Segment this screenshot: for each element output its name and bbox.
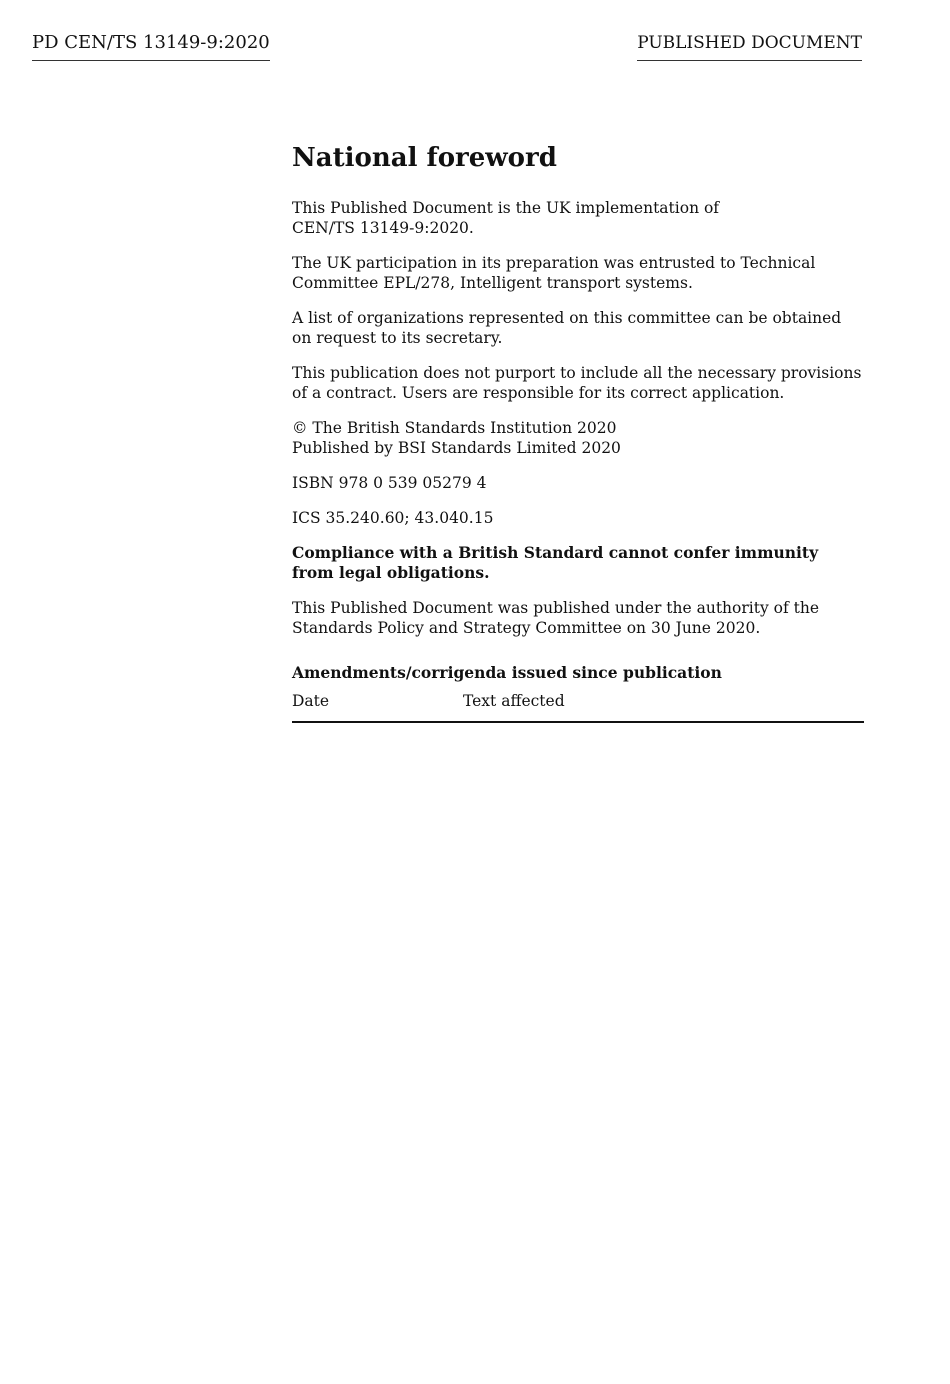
paragraph-participation: The UK participation in its preparation was entrusted to Technical Committee EPL/278, Intelligent transport systems. [292, 254, 816, 292]
amendments-table-header [292, 691, 864, 723]
column-header-date: Date [292, 692, 330, 710]
copyright-line: © The British Standards Institution 2020 [292, 419, 617, 437]
paragraph-implementation: This Published Document is the UK implementation of CEN/TS 13149-9:2020. [292, 199, 720, 237]
header-document-id: PD CEN/TS 13149-9:2020 [32, 30, 270, 61]
header-document-type: PUBLISHED DOCUMENT [637, 30, 862, 61]
amendments-title: Amendments/corrigenda issued since publication [292, 663, 722, 682]
column-header-text-affected: Text affected [463, 692, 565, 710]
ics-codes: ICS 35.240.60; 43.040.15 [292, 509, 494, 527]
isbn: ISBN 978 0 539 05279 4 [292, 474, 487, 492]
national-foreword-section [292, 140, 864, 723]
page-title: National foreword [292, 143, 557, 173]
paragraph-committee-list: A list of organizations represented on this committee can be obtained on request to its secretary. [292, 309, 842, 347]
paragraph-authority: This Published Document was published under the authority of the Standards Policy and Strategy Committee on 30 June 2020. [292, 599, 820, 637]
publisher-line: Published by BSI Standards Limited 2020 [292, 439, 621, 457]
copyright-block [292, 418, 864, 458]
paragraph-provisions: This publication does not purport to include all the necessary provisions of a contract. Users are responsible for its correct application. [292, 364, 862, 402]
compliance-notice: Compliance with a British Standard cannot confer immunity from legal obligations. [292, 543, 819, 582]
